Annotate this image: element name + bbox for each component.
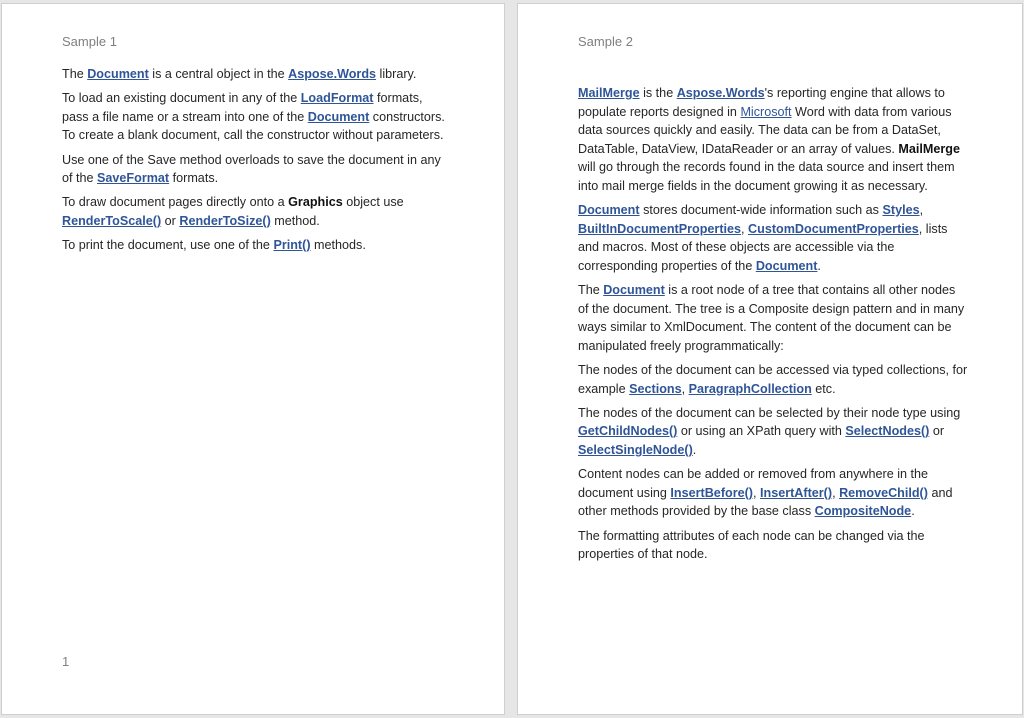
text-run: is the [639, 86, 677, 100]
text-run: , lists and macros. Most of these objects are accessible via the corresponding properties of the [578, 221, 948, 273]
text-run: . [817, 258, 821, 273]
paragraph [578, 404, 968, 460]
paragraph [578, 281, 968, 355]
text-run: stores document-wide information such as [639, 203, 883, 218]
hyperlink[interactable]: MailMerge [578, 86, 640, 100]
paragraph [62, 151, 447, 188]
paragraph [62, 65, 447, 84]
text-run: 's reporting engine that allows to populate reports designed in [578, 86, 945, 119]
text-run: constructors. To create a blank document, call the constructor without parameters. [62, 109, 445, 143]
hyperlink[interactable]: Aspose.Words [676, 86, 765, 100]
hyperlink[interactable]: RemoveChild() [839, 485, 928, 500]
page-body [62, 65, 447, 260]
paragraph [578, 201, 968, 275]
paragraph [62, 89, 447, 145]
text-run: object use [342, 195, 404, 210]
text-run: , [681, 381, 689, 396]
text-run: , [753, 485, 760, 500]
text-run: is a central object in the [148, 67, 289, 81]
hyperlink[interactable]: Print() [273, 238, 311, 253]
text-run: , [919, 203, 924, 218]
hyperlink[interactable]: BuiltInDocumentProperties [578, 221, 742, 236]
text-run: The [62, 67, 88, 81]
text-run: etc. [811, 381, 836, 396]
text-run: To print the document, use one of the [62, 238, 274, 253]
text-run: The nodes of the document can be selected by their node type using [578, 405, 961, 420]
bold-text: Graphics [288, 195, 343, 210]
text-run: To draw document pages directly onto a [62, 195, 289, 210]
text-run: or using an XPath query with [677, 424, 846, 439]
text-run: The formatting attributes of each node can be changed via the properties of that node. [578, 528, 925, 562]
text-run: method. [270, 213, 320, 228]
page-number: 1 [62, 654, 70, 669]
hyperlink[interactable]: Styles [882, 203, 920, 218]
paragraph [578, 361, 968, 398]
hyperlink[interactable]: Document [603, 283, 665, 298]
page-header: Sample 2 [578, 34, 633, 49]
page-header: Sample 1 [62, 34, 117, 49]
hyperlink[interactable]: LoadFormat [300, 91, 374, 106]
document-page-1 [1, 3, 505, 715]
hyperlink[interactable]: GetChildNodes() [578, 424, 678, 439]
text-run: , [832, 485, 840, 500]
hyperlink[interactable]: RenderToScale() [62, 213, 162, 228]
hyperlink[interactable]: Document [578, 203, 640, 218]
page-body [578, 84, 968, 569]
text-run: Use one of the Save method overloads to save the document in any of the [62, 152, 441, 186]
hyperlink[interactable]: InsertBefore() [670, 485, 753, 500]
text-run: , [741, 221, 749, 236]
hyperlink[interactable]: ParagraphCollection [688, 381, 812, 396]
text-run: formats. [169, 171, 219, 186]
text-run: library. [376, 67, 417, 81]
paragraph [578, 84, 968, 196]
paragraph [578, 465, 968, 521]
text-run: . [911, 504, 915, 519]
hyperlink[interactable]: Document [307, 109, 370, 124]
hyperlink[interactable]: SaveFormat [97, 171, 170, 186]
text-run: is a root node of a tree that contains all other nodes of the document. The tree is a Composite design pattern and in many ways similar to XmlDocument. The content of the document can be manipulated freely programmatically: [578, 283, 965, 353]
text-run: will go through the records found in the data source and insert them into mail merge fields in the document growing it as necessary. [578, 160, 955, 193]
hyperlink[interactable]: Sections [629, 381, 682, 396]
hyperlink[interactable]: SelectNodes() [845, 424, 930, 439]
text-run: The [578, 283, 604, 298]
bold-text: MailMerge [898, 141, 960, 156]
hyperlink[interactable]: CompositeNode [814, 504, 912, 519]
hyperlink[interactable]: InsertAfter() [760, 485, 833, 500]
hyperlink[interactable]: SelectSingleNode() [578, 443, 693, 458]
paragraph [62, 193, 447, 230]
hyperlink[interactable]: Aspose.Words [288, 67, 377, 81]
hyperlink[interactable]: RenderToSize() [179, 213, 271, 228]
text-run: The nodes of the document can be accessed via typed collections, for example [578, 363, 968, 396]
paragraph [62, 236, 447, 255]
hyperlink[interactable]: Document [755, 258, 818, 273]
document-page-2 [517, 3, 1023, 715]
text-run: . [692, 443, 697, 458]
hyperlink[interactable]: Microsoft [740, 104, 792, 119]
text-run: and other methods provided by the base class [578, 485, 953, 519]
text-run: Content nodes can be added or removed from anywhere in the document using [578, 467, 929, 500]
text-run: methods. [310, 238, 366, 253]
text-run: or [929, 424, 945, 439]
text-run: formats, pass a file name or a stream into one of the [62, 91, 423, 124]
text-run: or [161, 213, 180, 228]
paragraph [578, 527, 968, 564]
hyperlink[interactable]: CustomDocumentProperties [748, 221, 919, 236]
text-run: Word with data from various data sources quickly and easily. The data can be from a DataSet, DataTable, DataView, IDataReader or an array of values. [578, 104, 952, 156]
text-run: To load an existing document in any of the [62, 91, 301, 106]
hyperlink[interactable]: Document [87, 67, 149, 81]
